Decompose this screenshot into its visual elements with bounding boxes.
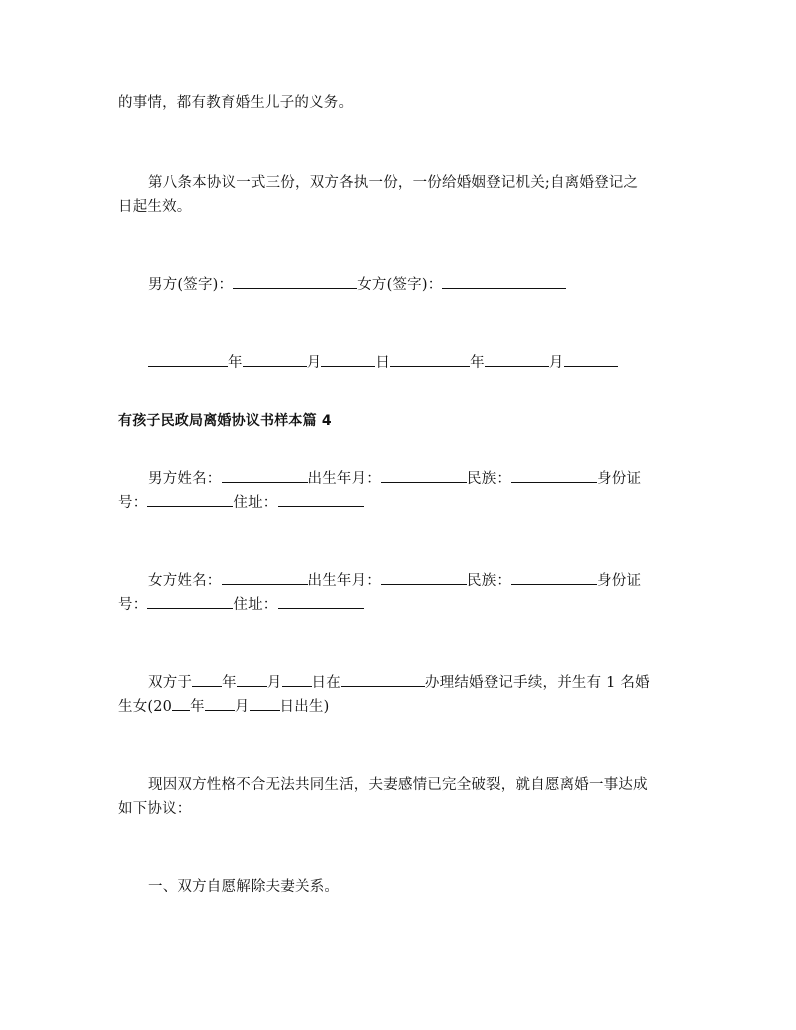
marriage-suffix: 办理结婚登记手续，并生有 1 名婚 [424,675,650,691]
heading-text: 有孩子民政局离婚协议书样本篇 4 [118,413,332,429]
clause-one [118,876,718,898]
child-year-blank [172,696,190,711]
text-line: 第八条本协议一式三份，双方各执一份，一份给婚姻登记机关;自离婚登记之 [148,175,639,191]
month-label-2: 月 [548,355,564,371]
female-name-label: 女方姓名： [148,573,222,589]
date-blank-day-1 [321,352,375,367]
male-signature-label: 男方(签字)： [148,277,234,293]
marriage-prefix: 双方于 [148,675,193,691]
female-id-label: 身份证 [597,573,642,589]
male-id-blank [147,492,233,507]
female-info-line1 [118,570,718,592]
marriage-year-blank [192,672,222,687]
date-line [118,352,718,374]
female-birth-blank [381,570,467,585]
article-eight-line1 [118,172,718,194]
female-name-blank [222,570,308,585]
female-birth-label: 出生年月： [307,573,381,589]
male-id-label: 身份证 [597,471,642,487]
date-blank-trailing [564,352,618,367]
year-label: 年 [228,355,243,371]
female-id-blank [147,594,233,609]
signature-line [118,274,718,296]
marriage-month-label: 月 [266,675,282,691]
child-birth-prefix: 生女(20 [118,699,173,715]
year-label-2: 年 [470,355,485,371]
child-birth-suffix: 日出生) [279,699,330,715]
male-address-label: 住址： [233,495,278,511]
text-line: 的事情，都有教育婚生儿子的义务。 [118,95,354,111]
male-address-blank [278,492,364,507]
female-info-line2 [118,594,688,616]
article-eight-line2 [118,196,688,218]
section-heading [118,410,688,432]
female-signature-label: 女方(签字)： [357,277,443,293]
child-day-blank [250,696,280,711]
paragraph-continuation [118,92,688,114]
female-id-label-cont: 号： [118,597,148,613]
date-blank-year-1 [148,352,228,367]
male-ethnicity-blank [511,468,597,483]
day-label: 日 [375,355,391,371]
male-birth-blank [381,468,467,483]
marriage-place-blank [341,672,425,687]
child-month-label: 月 [234,699,250,715]
text-line: 如下协议： [118,801,192,817]
reason-line1 [118,774,718,796]
male-ethnicity-label: 民族： [467,471,512,487]
male-name-label: 男方姓名： [148,471,222,487]
marriage-day-blank [282,672,312,687]
male-info-line1 [118,468,718,490]
male-id-label-cont: 号： [118,495,148,511]
male-info-line2 [118,492,688,514]
date-blank-month-2 [485,352,549,367]
text-line: 一、双方自愿解除夫妻关系。 [148,879,340,895]
marriage-month-blank [237,672,267,687]
marriage-line2 [118,696,688,718]
reason-line2 [118,798,688,820]
month-label: 月 [306,355,322,371]
female-address-blank [278,594,364,609]
marriage-day-at-label: 日在 [311,675,341,691]
date-blank-year-2 [390,352,470,367]
male-birth-label: 出生年月： [307,471,381,487]
male-signature-blank [233,274,357,289]
female-ethnicity-label: 民族： [467,573,512,589]
marriage-line1 [118,672,718,694]
female-ethnicity-blank [511,570,597,585]
female-signature-blank [442,274,566,289]
male-name-blank [222,468,308,483]
female-address-label: 住址： [233,597,278,613]
text-line: 日起生效。 [118,199,192,215]
text-line: 现因双方性格不合无法共同生活，夫妻感情已完全破裂，就自愿离婚一事达成 [148,777,648,793]
date-blank-month-1 [243,352,307,367]
marriage-year-label: 年 [222,675,237,691]
child-year-label: 年 [190,699,205,715]
child-month-blank [205,696,235,711]
